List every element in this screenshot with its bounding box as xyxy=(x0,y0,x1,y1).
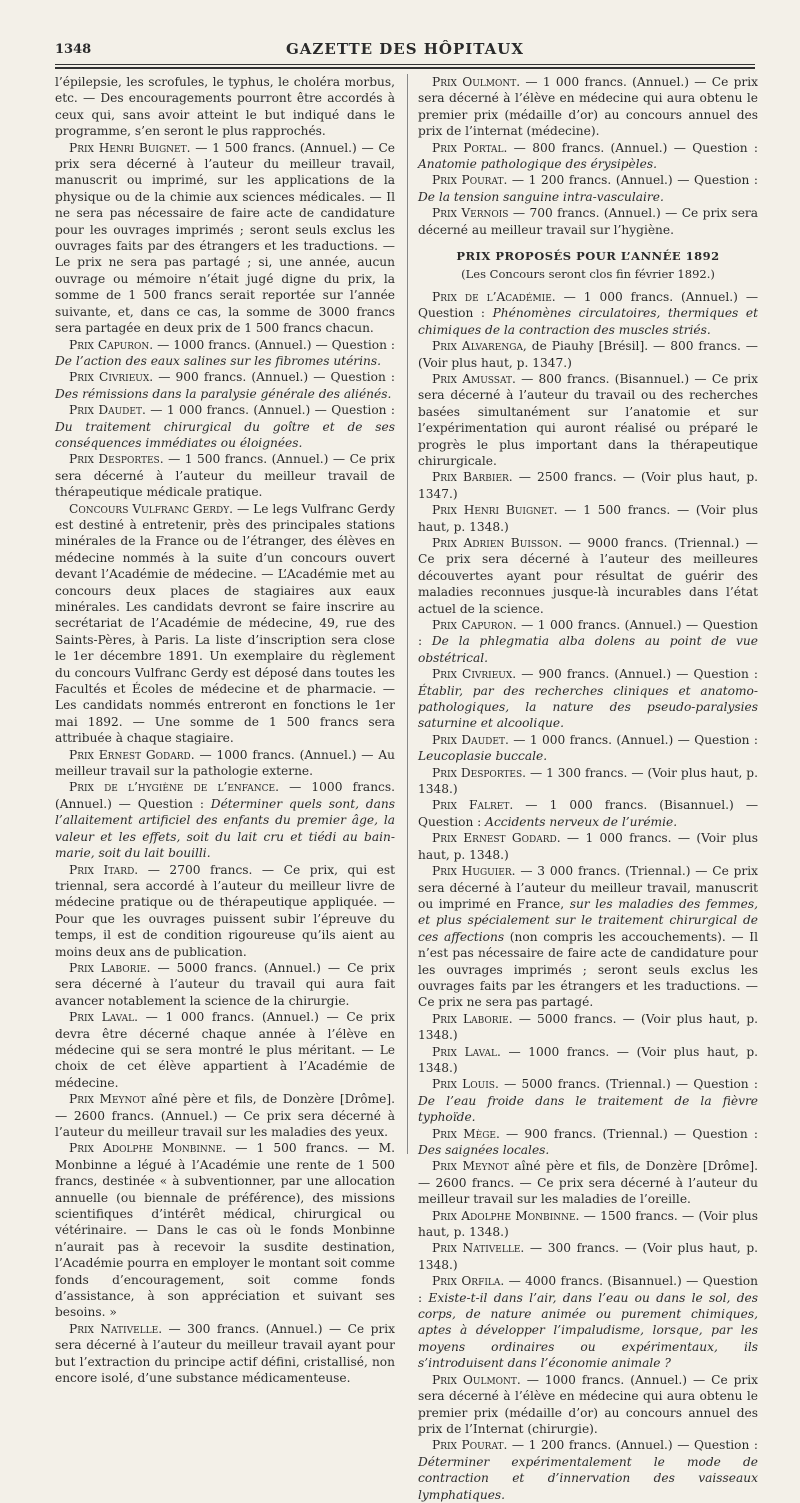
prize-text: — 1000 francs. (Annuel.) — Ce prix sera décerné à l’élève en médecine qui aura obtenu le premier prix (médaille d’or) au concours annuel des prix de l’Internat (chirurgie). xyxy=(418,1372,758,1436)
prize-text-tail: (non compris les accouchements). — Il n’est pas nécessaire de faire acte de candidature pour les ouvrages imprimés ; seront seuls exclus les ouvrages faits par les étrangers et les traductions. — Ce prix ne sera pas partagé. xyxy=(418,929,758,1010)
prize-text: — 1 500 francs. — (Voir plus haut, p. 1348.) xyxy=(418,503,758,534)
prize-name: Prix Daudet. xyxy=(432,732,509,747)
prize-name: Prix Ernest Godard. xyxy=(69,747,195,762)
right-column-top xyxy=(418,74,758,238)
prize-name: Concours Vulfranc Gerdy. xyxy=(69,501,234,516)
prize-paragraph xyxy=(418,1126,758,1159)
prize-question: Leucoplasie buccale. xyxy=(418,749,548,764)
prize-name: Prix Henri Buignet. xyxy=(432,503,558,518)
prize-text: — 1 200 francs. (Annuel.) — Question : xyxy=(507,1438,758,1453)
prize-name: Prix Capuron. xyxy=(69,337,154,352)
prize-text: — 1 000 francs. (Annuel.) — Question : xyxy=(418,289,759,321)
prize-name: Prix de l’hygiène de l’enfance. xyxy=(69,780,279,795)
prize-question: Du traitement chirurgical du goître et de ses conséquences immédiates ou éloignées. xyxy=(55,419,395,450)
prize-text: — 2700 francs. — Ce prix, qui est triennal, sera accordé à l’auteur du meilleur livre de médecine pratique ou de thérapeutique appliquée. — Pour que les ouvrages puissent subir l’épreuve du temps, il est de condition rigoureuse qu’ils aient au moins deux ans de publication. xyxy=(55,862,395,959)
prize-paragraph xyxy=(55,451,395,500)
prize-name: Prix Daudet. xyxy=(69,403,146,418)
prize-name: Prix Oulmont. xyxy=(432,1372,521,1387)
prize-paragraph xyxy=(418,535,758,617)
prize-paragraph xyxy=(418,74,758,140)
prize-text: — 800 francs. (Bisannuel.) — Ce prix sera décerné à l’auteur du travail ou des recherches basées simultanément sur l’anatomie et sur l’expérimentation qui auront réalisé ou préparé le progrès le plus important dans la thérapeutique chirurgicale. xyxy=(418,371,758,468)
prize-paragraph xyxy=(418,371,758,469)
prize-name: Prix Henri Buignet. xyxy=(69,140,191,155)
prize-text: — 300 francs. — (Voir plus haut, p. 1348.) xyxy=(418,1241,759,1272)
prize-text: — 4000 francs. (Bisannuel.) — Question : xyxy=(418,1274,758,1305)
left-column xyxy=(55,74,396,1386)
prize-name: Prix Amussat. xyxy=(432,371,516,386)
prize-paragraph xyxy=(55,1091,395,1140)
prize-name: Prix Desportes. xyxy=(69,452,164,467)
prize-name: Prix Orfila. xyxy=(432,1274,505,1289)
prize-paragraph xyxy=(418,469,758,502)
prize-text: — 1 000 francs. (Annuel.) — Question : xyxy=(145,403,395,418)
prize-paragraph xyxy=(418,140,758,173)
prize-text: l’épilepsie, les scrofules, le typhus, le choléra morbus, etc. — Des encouragements pourront être accordés à ceux qui, sans avoir atteint le but indiqué dans le programme, s’en seront le plus rapprochés. xyxy=(55,75,395,139)
prize-name: Prix Meynot xyxy=(432,1159,509,1174)
prize-name: Prix Capuron. xyxy=(432,618,517,632)
prize-name: Prix Adrien Buisson. xyxy=(432,535,563,550)
prize-text: — 1000 francs. (Annuel.) — Question : xyxy=(55,780,395,811)
prize-text: aîné père et fils, de Donzère [Drôme]. — 2600 francs. — Ce prix sera décerné à l’auteur du meilleur travail sur les maladies de l’oreille. xyxy=(418,1159,758,1207)
prize-text: — 900 francs. (Annuel.) — Question : xyxy=(153,370,395,385)
prize-paragraph xyxy=(55,501,395,747)
prize-question: De l’eau froide dans le traitement de la fièvre typhoïde. xyxy=(418,1093,758,1125)
prize-paragraph xyxy=(418,765,758,798)
prize-paragraph xyxy=(418,205,758,238)
prize-paragraph xyxy=(55,747,395,780)
prize-paragraph xyxy=(418,289,758,338)
prize-paragraph xyxy=(55,74,395,140)
prize-text: — 2500 francs. — (Voir plus haut, p. 1347.) xyxy=(418,470,758,501)
prize-paragraph xyxy=(418,666,758,732)
page-number: 1348 xyxy=(55,42,92,57)
prize-text: — 5000 francs. (Annuel.) — Ce prix sera décerné à l’auteur du travail qui aura fait avancer notablement la science de la chirurgie. xyxy=(55,960,395,1008)
prize-question: Des saignées locales. xyxy=(418,1143,550,1157)
prize-text: — 9000 francs. (Triennal.) — Ce prix sera décerné à l’auteur des meilleures découvertes ayant pour résultat de guérir des maladies reconnues jusque-là incurables dans l’état actuel de la science. xyxy=(418,535,758,616)
prize-name: Prix Nativelle. xyxy=(69,1321,163,1336)
prize-paragraph xyxy=(55,1321,395,1387)
prize-text: — 700 francs. (Annuel.) — Ce prix sera décerné au meilleur travail sur l’hygiène. xyxy=(418,206,759,237)
prize-paragraph xyxy=(418,1240,758,1273)
prize-paragraph xyxy=(418,863,758,1011)
prize-name: Prix Civrieux. xyxy=(69,370,154,385)
prize-text: — 1 000 francs. — (Voir plus haut, p. 1348.) xyxy=(418,831,759,862)
prize-paragraph xyxy=(418,830,758,863)
prize-name: Prix Barbier. xyxy=(432,470,513,485)
prize-paragraph xyxy=(418,1437,758,1503)
prize-text: aîné père et fils, de Donzère [Drôme]. — 2600 francs. (Annuel.) — Ce prix sera décerné à l’auteur du meilleur travail sur les maladies des yeux. xyxy=(55,1092,395,1139)
prize-paragraph xyxy=(55,862,395,960)
prize-name: Prix Oulmont. xyxy=(432,75,521,89)
prize-name: Prix Adolphe Monbinne. xyxy=(69,1141,227,1156)
right-column-bottom xyxy=(418,289,758,1503)
prize-question: De la tension sanguine intra-vasculaire. xyxy=(418,189,664,204)
header-rule xyxy=(55,64,755,65)
prize-paragraph xyxy=(418,1076,758,1125)
prize-name: Prix Louis. xyxy=(432,1077,499,1092)
prize-paragraph xyxy=(418,617,758,666)
prize-question: Anatomie pathologique des érysipèles. xyxy=(418,157,657,172)
prize-paragraph xyxy=(55,779,395,861)
prize-text: — 1 000 francs. (Bisannuel.) — Question : xyxy=(418,798,759,829)
prize-text: — 800 francs. (Annuel.) — Question : xyxy=(507,140,758,155)
prize-text: — 3 000 francs. (Triennal.) — Ce prix sera décerné à l’auteur du meilleur travail, manuscrit ou imprimé en France, xyxy=(418,864,758,911)
prize-name: Prix Civrieux. xyxy=(432,667,517,682)
prize-text: — 1 000 francs. (Annuel.) — Question : xyxy=(418,618,758,649)
right-column xyxy=(418,74,759,1502)
prize-text: — 5000 francs. (Triennal.) — Question : xyxy=(498,1077,758,1092)
prize-text: — 1 500 francs. (Annuel.) — Ce prix sera décerné à l’auteur du meilleur travail, manuscrit ou imprimé, sur les applications de la physique ou de la chimie aux sciences médicales. — Il ne sera pas nécessaire de faire acte de candidature pour les ouvrages imprimés ; seront seuls exclus les ouvrages faits par des étrangers et les traductions. — Le prix ne sera pas partagé ; si, une année, aucun ouvrage ou mémoire n’était jugé digne du prix, la somme de 1 500 francs serait reportée sur l’année suivante, et, dans ce cas, la somme de 3000 francs sera partagée en deux prix de 1 500 francs chacun. xyxy=(55,140,396,336)
header-rule-thick xyxy=(55,67,755,69)
prize-paragraph xyxy=(55,1140,395,1320)
prize-question: Existe-t-il dans l’air, dans l’eau ou dans le sol, des corps, de nature animée ou purement chimiques, aptes à développer l’impaludisme, lorsque, par les moyens ordinaires ou expérimentaux, ils s’introduisent dans l’économie animale ? xyxy=(418,1290,758,1371)
prize-text: — 1000 francs. (Annuel.) — Au meilleur travail sur la pathologie externe. xyxy=(55,747,395,779)
section-title: PRIX PROPOSÉS POUR L’ANNÉE 1892 xyxy=(456,249,720,264)
prize-paragraph xyxy=(418,502,758,535)
prize-text: — 1500 francs. — (Voir plus haut, p. 1348.) xyxy=(418,1208,758,1240)
prize-text: — 1 000 francs. (Annuel.) — Ce prix devra être décerné chaque année à l’élève en médecine qui se sera montré le plus méritant. — Le choix de cet élève appartient à l’Académie de médecine. xyxy=(55,1010,395,1090)
prize-name: Prix Pourat. xyxy=(432,1438,508,1453)
prize-text: — 1 000 francs. (Annuel.) — Ce prix sera décerné à l’élève en médecine qui aura obtenu le premier prix (médaille d’or) au concours annuel des prix de l’internat (médecine). xyxy=(418,75,758,139)
prize-name: Prix Vernois xyxy=(432,206,509,221)
prize-paragraph xyxy=(418,732,758,765)
prize-paragraph xyxy=(55,140,395,337)
prize-text: — 900 francs. (Annuel.) — Question : xyxy=(516,667,758,682)
prize-paragraph xyxy=(418,1273,758,1371)
prize-text: — Le legs Vulfranc Gerdy est destiné à entretenir, près des principales stations minérales de la France ou de l’étranger, des élèves en médecine nommés à la suite d’un concours ouvert devant l’Académie de médecine. — L’Académie met au concours deux places de stagiaires aux eaux minérales. Les candidats devront se faire inscrire au secrétariat de l’Académie de médecine, 49, rue des Saints-Pères, à Paris. La liste d’inscription sera close le 1er décembre 1891. Un exemplaire du règlement du concours Vulfranc Gerdy est déposé dans toutes les Facultés et Écoles de médecine et de pharmacie. — Les candidats nommés entreront en fonctions le 1er mai 1892. — Une somme de 1 500 francs sera attribuée à chaque stagiaire. xyxy=(55,501,395,746)
prize-question: De l’action des eaux salines sur les fibromes utérins. xyxy=(55,353,381,368)
prize-name: Prix Laborie. xyxy=(432,1011,513,1026)
running-title: GAZETTE DES HÔPITAUX xyxy=(285,40,524,58)
prize-question: Déterminer quels sont, dans l’allaitement artificiel des enfants du premier âge, la valeur et les effets, soit du lait cru et tiédi au bain-marie, soit du lait bouilli. xyxy=(55,796,395,861)
prize-paragraph xyxy=(418,1372,758,1438)
prize-paragraph xyxy=(55,369,395,402)
prize-text: — 1 200 francs. (Annuel.) — Question : xyxy=(507,173,758,188)
prize-name: Prix Itard. xyxy=(69,862,139,877)
prize-name: Prix Alvarenga, xyxy=(432,339,527,354)
prize-name: Prix Laval. xyxy=(69,1010,138,1025)
prize-text: — 1000 francs. — (Voir plus haut, p. 1348.) xyxy=(418,1044,758,1075)
prize-paragraph xyxy=(418,1208,758,1241)
prize-question: Établir, par des recherches cliniques et anatomo-pathologiques, la nature des pseudo-paralysies saturnine et alcoolique. xyxy=(418,683,758,731)
prize-paragraph xyxy=(55,1009,395,1091)
prize-text: — 1000 francs. (Annuel.) — Question : xyxy=(153,337,396,352)
prize-text: — 300 francs. (Annuel.) — Ce prix sera décerné à l’auteur du meilleur travail ayant pour but l’extraction du principe actif défini, cristallisé, non encore isolé, d’une substance médicamenteuse. xyxy=(55,1321,395,1386)
prize-question: Accidents nerveux de l’urémie. xyxy=(485,814,678,829)
prize-text: — 900 francs. (Triennal.) — Question : xyxy=(499,1126,758,1141)
prize-text: — 1 000 francs. (Annuel.) — Question : xyxy=(508,732,758,747)
prize-name: Prix Laval. xyxy=(432,1044,501,1059)
prize-name: Prix Desportes. xyxy=(432,765,527,780)
prize-text: — 5000 francs. — (Voir plus haut, p. 1348.) xyxy=(418,1011,758,1043)
prize-name: Prix Huguier. xyxy=(432,864,516,879)
prize-name: Prix Nativelle. xyxy=(432,1241,525,1256)
section-note: (Les Concours seront clos fin février 1892.) xyxy=(461,267,715,282)
prize-paragraph xyxy=(418,172,758,205)
prize-paragraph xyxy=(55,402,395,451)
page-header xyxy=(55,38,755,62)
prize-name: Prix Meynot xyxy=(69,1092,146,1107)
prize-question: sur les maladies des femmes, et plus spécialement sur le traitement chirurgical de ces affections xyxy=(418,896,758,944)
column-divider xyxy=(407,74,408,1154)
prize-name: Prix Adolphe Monbinne. xyxy=(432,1208,580,1223)
prize-name: Prix de l’Académie. xyxy=(432,289,556,304)
prize-paragraph xyxy=(418,797,758,830)
prize-paragraph xyxy=(55,337,395,370)
prize-name: Prix Ernest Godard. xyxy=(432,831,561,846)
prize-name: Prix Portal. xyxy=(432,140,508,155)
prize-paragraph xyxy=(418,1011,758,1044)
prize-question: Des rémissions dans la paralysie générale des aliénés. xyxy=(55,386,392,401)
prize-text: — 1 500 francs. (Annuel.) — Ce prix sera décerné à l’auteur du meilleur travail de thérapeutique médicale pratique. xyxy=(55,452,395,500)
prize-name: Prix Mège. xyxy=(432,1126,500,1141)
prize-paragraph xyxy=(418,1158,758,1207)
prize-name: Prix Laborie. xyxy=(69,960,151,975)
prize-paragraph xyxy=(418,1044,758,1077)
prize-text: — 1 500 francs. — M. Monbinne a légué à l’Académie une rente de 1 500 francs, destinée « à subventionner, par une allocation annuelle (ou biennale de préférence), des missions scientifiques d’intérêt médical, chirurgical ou vétérinaire. — Dans le cas où le fonds Monbinne n’aurait pas à recevoir la susdite destination, l’Académie pourra en employer le montant soit comme fonds d’encouragement, soit comme fonds d’assistance, à son appréciation et suivant ses besoins. » xyxy=(55,1141,395,1320)
prize-question: Déterminer expérimentalement le mode de contraction et d’innervation des vaisseaux lymphatiques. xyxy=(418,1454,758,1502)
prize-name: Prix Falret. xyxy=(432,798,514,813)
prize-question: Phénomènes circulatoires, thermiques et chimiques de la contraction des muscles striés. xyxy=(418,306,758,337)
prize-text: — 1 300 francs. — (Voir plus haut, p. 1348.) xyxy=(418,765,758,797)
prize-text: de Piauhy [Brésil]. — 800 francs. — (Voir plus haut, p. 1347.) xyxy=(418,339,758,370)
prize-name: Prix Pourat. xyxy=(432,173,508,188)
prize-question: De la phlegmatia alba dolens au point de vue obstétrical. xyxy=(418,634,758,665)
prize-paragraph xyxy=(55,960,395,1009)
prize-paragraph xyxy=(418,338,758,371)
